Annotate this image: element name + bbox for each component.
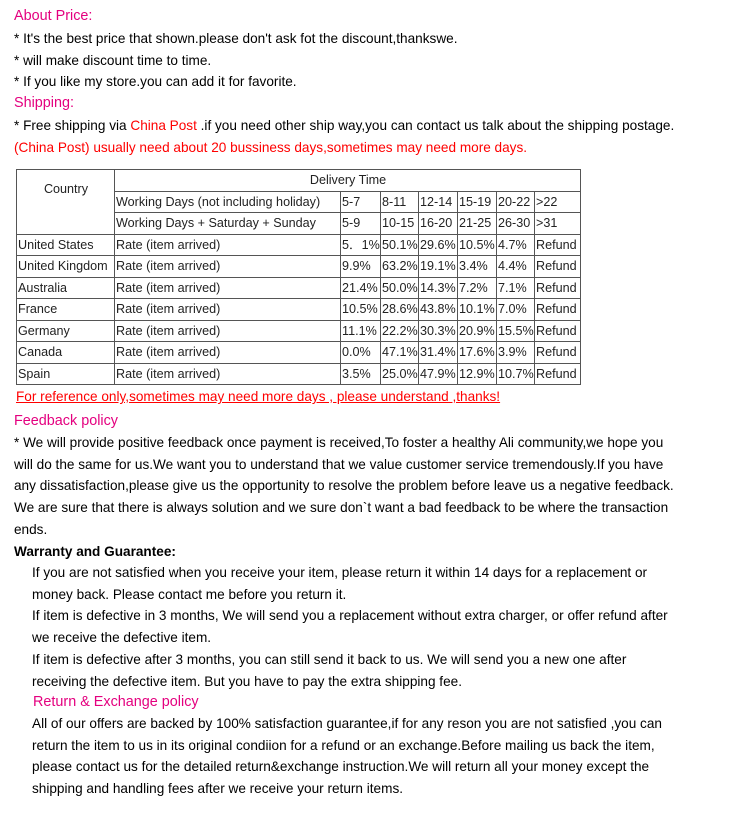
feedback-line-4: We are sure that there is always solution and we sure don`t want a bad feedback to be where the transaction <box>14 500 669 516</box>
shipping-heading: Shipping: <box>14 95 75 111</box>
feedback-heading: Feedback policy <box>14 413 118 429</box>
rate-value-cell: 30.3% <box>419 320 458 342</box>
rate-value-cell: 21.4% <box>341 277 381 299</box>
rate-value-cell: 63.2% <box>381 256 419 278</box>
rate-value-cell: 12.9% <box>458 363 497 385</box>
feedback-line-2: will do the same for us.We want you to understand that we value customer service tremendously.If you have <box>14 456 664 472</box>
rate-value-cell: 5．1% <box>341 234 381 256</box>
warranty-body <box>32 562 732 692</box>
rate-value-cell: 19.1% <box>419 256 458 278</box>
table-row <box>17 363 581 385</box>
rate-value-cell: 20.9% <box>458 320 497 342</box>
working-sat-days-cell: 5-9 <box>341 213 381 235</box>
rate-value-cell: 7.2% <box>458 277 497 299</box>
country-cell: Australia <box>17 277 115 299</box>
working-days-cell: 20-22 <box>497 191 535 213</box>
rate-value-cell: Refund <box>535 277 581 299</box>
table-row <box>17 320 581 342</box>
rate-label-cell: Rate (item arrived) <box>115 277 341 299</box>
table-header-row <box>17 170 581 192</box>
rate-label-cell: Rate (item arrived) <box>115 234 341 256</box>
table-row <box>17 234 581 256</box>
rate-value-cell: Refund <box>535 342 581 364</box>
about-price-line-2: * will make discount time to time. <box>14 53 212 68</box>
rate-label-cell: Rate (item arrived) <box>115 320 341 342</box>
rate-value-cell: 9.9% <box>341 256 381 278</box>
delivery-time-table <box>16 169 581 385</box>
working-days-cell: 12-14 <box>419 191 458 213</box>
rate-value-cell: 17.6% <box>458 342 497 364</box>
rate-value-cell: 11.1% <box>341 320 381 342</box>
rate-value-cell: Refund <box>535 234 581 256</box>
about-price-line-3: * If you like my store.you can add it for favorite. <box>14 74 297 89</box>
table-row <box>17 277 581 299</box>
rate-value-cell: 15.5% <box>497 320 535 342</box>
shipping-carrier: China Post <box>130 118 197 133</box>
country-cell: United States <box>17 234 115 256</box>
feedback-body <box>14 432 734 541</box>
rate-value-cell: 22.2% <box>381 320 419 342</box>
working-days-cell: 15-19 <box>458 191 497 213</box>
delivery-time-header: Delivery Time <box>115 170 581 192</box>
rate-value-cell: 50.0% <box>381 277 419 299</box>
rate-value-cell: 29.6% <box>419 234 458 256</box>
return-policy-heading: Return & Exchange policy <box>33 694 199 710</box>
rate-label-cell: Rate (item arrived) <box>115 363 341 385</box>
return-policy-body <box>32 713 732 800</box>
shipping-line-1-prefix: * Free shipping via <box>14 118 131 133</box>
feedback-line-1: * We will provide positive feedback once payment is received,To foster a healthy Ali community,we hope you <box>14 435 664 450</box>
warranty-line-3: If item is defective in 3 months, We will send you a replacement without extra charger, or offer refund after <box>32 608 668 624</box>
rate-value-cell: 10.1% <box>458 299 497 321</box>
rate-value-cell: 28.6% <box>381 299 419 321</box>
country-cell: France <box>17 299 115 321</box>
table-row <box>17 299 581 321</box>
return-line-1: All of our offers are backed by 100% satisfaction guarantee,if for any reson you are not satisfied ,you can <box>32 716 662 731</box>
rate-value-cell: 10.7% <box>497 363 535 385</box>
about-price-heading: About Price: <box>14 8 93 24</box>
rate-value-cell: Refund <box>535 363 581 385</box>
rate-value-cell: 47.1% <box>381 342 419 364</box>
rate-value-cell: 4.7% <box>497 234 535 256</box>
rate-value-cell: 3.9% <box>497 342 535 364</box>
warranty-heading: Warranty and Guarantee: <box>14 544 176 559</box>
working-sat-days-cell: 10-15 <box>381 213 419 235</box>
warranty-line-2: money back. Please contact me before you return it. <box>32 586 347 602</box>
shipping-line-1 <box>14 117 674 134</box>
rate-value-cell: 4.4% <box>497 256 535 278</box>
rate-label-cell: Rate (item arrived) <box>115 342 341 364</box>
rate-value-cell: 3.4% <box>458 256 497 278</box>
rate-value-cell: 7.1% <box>497 277 535 299</box>
rate-value-cell: 10.5% <box>341 299 381 321</box>
working-days-cell: 5-7 <box>341 191 381 213</box>
table-row <box>17 342 581 364</box>
country-cell: Canada <box>17 342 115 364</box>
rate-value-cell: 3.5% <box>341 363 381 385</box>
working-days-cell: 8-11 <box>381 191 419 213</box>
warranty-line-5: If item is defective after 3 months, you can still send it back to us. We will send you a new one after <box>32 651 627 667</box>
rate-value-cell: 10.5% <box>458 234 497 256</box>
rate-label-cell: Rate (item arrived) <box>115 299 341 321</box>
country-header: Country <box>17 170 115 235</box>
country-cell: United Kingdom <box>17 256 115 278</box>
warranty-line-4: we receive the defective item. <box>32 630 212 646</box>
return-line-2: return the item to us in its original condiion for a refund or an exchange.Before mailing us back the item, <box>32 737 655 753</box>
working-days-cell: >22 <box>535 191 581 213</box>
return-line-4: shipping and handling fees after we receive your return items. <box>32 781 404 797</box>
working-days-label: Working Days (not including holiday) <box>115 191 341 213</box>
about-price-line-1: * It's the best price that shown.please don't ask fot the discount,thankswe. <box>14 31 458 46</box>
working-sat-days-cell: 21-25 <box>458 213 497 235</box>
return-line-3: please contact us for the detailed return&exchange instruction.We will return all your money except the <box>32 759 650 775</box>
warranty-line-6: receiving the defective item. But you have to pay the extra shipping fee. <box>32 673 462 689</box>
table-row <box>17 256 581 278</box>
feedback-line-3: any dissatisfaction,please give us the opportunity to resolve the problem before leave us a negative feedback. <box>14 478 674 494</box>
working-sat-days-cell: 16-20 <box>419 213 458 235</box>
feedback-line-5: ends. <box>14 521 48 537</box>
working-sat-days-cell: >31 <box>535 213 581 235</box>
rate-value-cell: Refund <box>535 320 581 342</box>
working-sat-days-label: Working Days + Saturday + Sunday <box>115 213 341 235</box>
rate-value-cell: 0.0% <box>341 342 381 364</box>
rate-label-cell: Rate (item arrived) <box>115 256 341 278</box>
rate-value-cell: 31.4% <box>419 342 458 364</box>
reference-note: For reference only,sometimes may need more days , please understand ,thanks! <box>16 389 501 404</box>
rate-value-cell: 25.0% <box>381 363 419 385</box>
rate-value-cell: 14.3% <box>419 277 458 299</box>
rate-value-cell: 50.1% <box>381 234 419 256</box>
rate-value-cell: 47.9% <box>419 363 458 385</box>
shipping-line-2: (China Post) usually need about 20 bussiness days,sometimes may need more days. <box>14 140 528 155</box>
rate-value-cell: 7.0% <box>497 299 535 321</box>
working-sat-days-cell: 26-30 <box>497 213 535 235</box>
country-cell: Spain <box>17 363 115 385</box>
rate-value-cell: Refund <box>535 299 581 321</box>
country-cell: Germany <box>17 320 115 342</box>
rate-value-cell: Refund <box>535 256 581 278</box>
shipping-line-1-suffix: .if you need other ship way,you can contact us talk about the shipping postage. <box>196 118 675 133</box>
warranty-line-1: If you are not satisfied when you receive your item, please return it within 14 days for a replacement or <box>32 565 648 580</box>
rate-value-cell: 43.8% <box>419 299 458 321</box>
